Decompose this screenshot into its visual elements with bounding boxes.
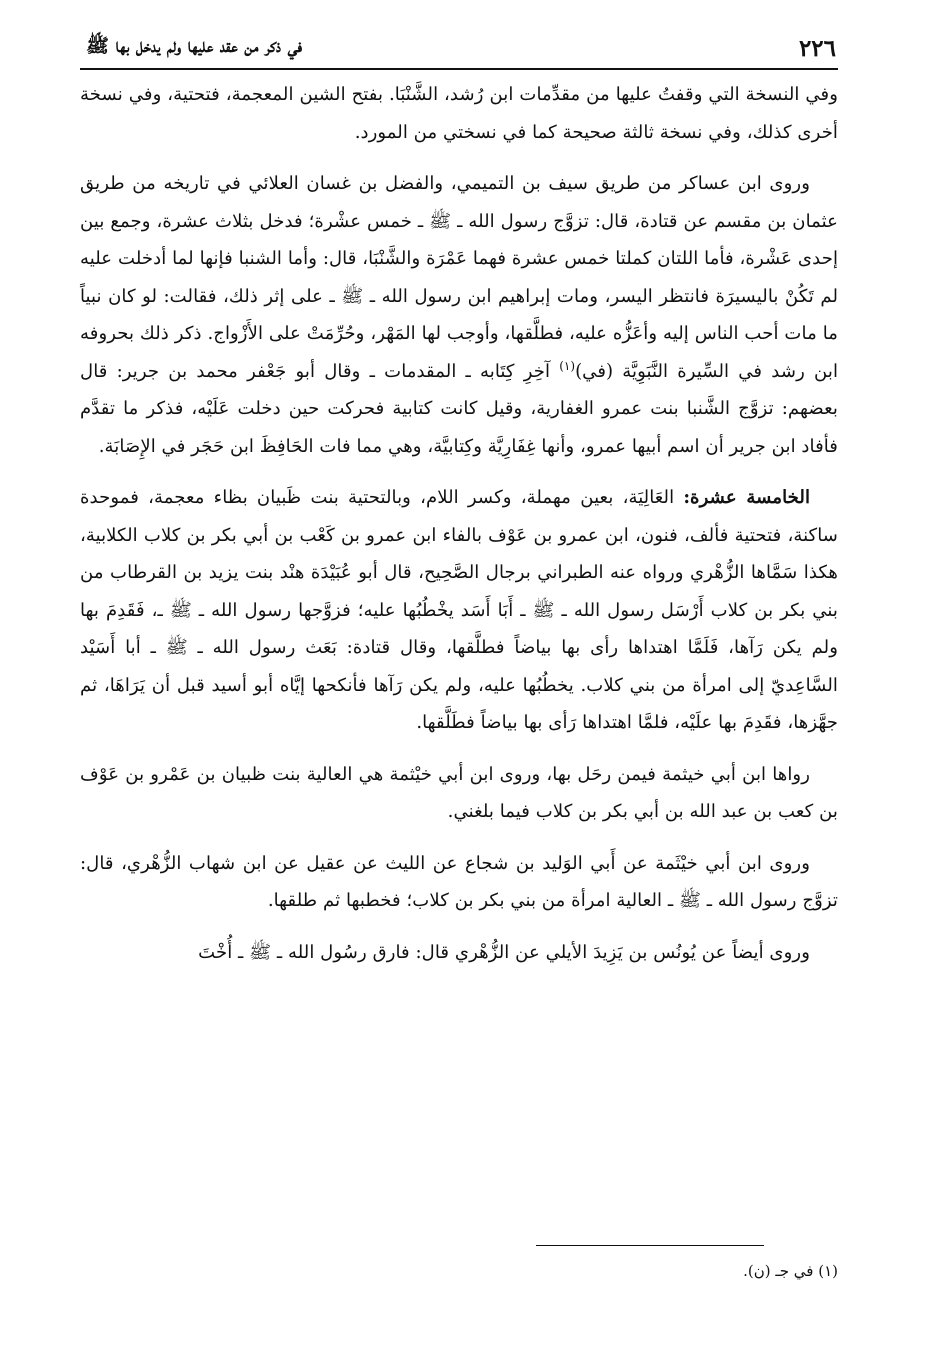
paragraph-text: وروى ابن أبي خيْثَمة عن أَبي الوَليد بن شجاع عن الليث عن عقيل عن ابن شهاب الزُّهْري، قال: تزوَّج رسول الله ـ ﷺ ـ العالية امرأة من بني بكر بن كلاب؛ فخطبها ثم طلقها. [80, 852, 838, 911]
header-rule [80, 68, 838, 70]
section-lead: الخامسة عشرة: [683, 487, 811, 508]
paragraph-text: وروى أيضاً عن يُونُس بن يَزِيدَ الأيلي عن الزُّهْري قال: فارق رسُول الله ـ ﷺ ـ أُخْتَ [198, 941, 810, 963]
paragraph-2 [80, 165, 838, 465]
paragraph-text-continued: آخِرِ كِتَابه ـ المقدمات ـ وقال أبو جَعْفر محمد بن جرير: قال بعضهم: تزوَّج الشَّنبا بنت عمرو الغفارية، وقيل كانت كتابية فحركت حين دخلت عَلَيْه، فذكر ما تقدَّم فأفاد ابن جرير أن اسم أبيها عمرو، وأنها غِفَارِيَّة وكِتابيَّة، وهي مما فات الحَافِظَ ابن حَجَر في الإِصَابَة. [80, 360, 838, 457]
paragraph-text: وروى ابن عساكر من طريق سيف بن التميمي، والفضل بن غسان العلائي في تاريخه من طريق عثمان بن مقسم عن قتادة، قال: تزوَّج رسول الله ـ ﷺ ـ خمس عشْرة؛ فدخل بثلاث عشرة، وجمع بين إحدى عَشْرة، فأما اللتان كملتا خمس عشرة فهما عَمْرَة والشَّنْبَا، قال: وأما الشنبا فإنها لما أدخلت عليه لم تَكُنْ باليسيرَة فانتظر اليسر، ومات إبراهيم ابن رسول الله ـ ﷺ ـ على إثر ذلك، فقالت: لو كان نبياً ما مات أحب الناس إليه وأعَزُّه عليه، فطلَّقها، وأوجب لها المَهْر، وحُرِّمَتْ على الأَزْواج. ذكر ذلك بحروفه ابن رشد في السِّيرة النَّبَوِيَّة (في) [80, 173, 839, 382]
footnote-rule [536, 1245, 764, 1246]
paragraph-6 [80, 934, 838, 972]
paragraph-text: العَالِيَة، بعين مهملة، وكسر اللام، وبالتحتية بنت ظَبيان بظاء معجمة، فموحدة ساكنة، فتحتية فألف، فنون، ابن عمرو بن عَوْف بالفاء ابن عمرو بن كَعْب بن أبي بكر بن كلاب الكلابية، هكذا سَمَّاها الزُّهْري ورواه عنه الطبراني برجال الصَّحِيح، قال أبو عُبَيْدَة هنْد بنت يزيد بن القرطاب من بني بكر بن كلاب أَرْسَل رسول الله ـ ﷺ ـ أَبَا أَسَد يخْطُبُها عليه؛ فزوَّجها رسول الله ـ ﷺ ـ، فَقَدِمَ بها ولم يكن رَآها، فَلَمَّا اهتداها رأى بها بياضاً فطلَّقها، وقال قتادة: بَعَث رسول الله ـ ﷺ ـ أبا أَسَيْد السَّاعِديّ إلى امرأة من بني كلاب. يخطُبُها عليه، ولم يكن رَآها فأنكحها إيَّاه أبو أسيد قبل أن يَرَاهَا، ثم جهَّزها، فقَدِمَ بها علَيْه، فلمَّا اهتداها رَأى بها بياضاً فطَلَّقها. [80, 487, 838, 733]
paragraph-1 [80, 76, 838, 151]
paragraph-3 [80, 479, 838, 742]
running-title: في ذكر من عقد عليها ولم يدخل بها ﷺ [86, 35, 303, 57]
paragraph-text: رواها ابن أبي خيثمة فيمن رحَل بها، وروى ابن أبي خيْثمة هي العالية بنت ظبيان بن عَمْرو بن عَوْف بن كعب بن عبد الله بن أبي بكر بن كلاب فيما بلغني. [80, 763, 838, 822]
paragraph-5 [80, 845, 838, 920]
footnote: (١) في جـ (ن). [743, 1262, 838, 1280]
paragraph-text: وفي النسخة التي وقفتُ عليها من مقدِّمات ابن رُشد، الشَّنْبَا. بفتح الشين المعجمة، فتحتية، وفي نسخة أخرى كذلك، وفي نسخة ثالثة صحيحة كما في نسختي من المورد. [80, 84, 838, 143]
footnote-reference: (١) [559, 358, 576, 373]
paragraph-4 [80, 756, 838, 831]
page-header [80, 26, 838, 66]
page-number: ٢٢٦ [798, 35, 836, 62]
